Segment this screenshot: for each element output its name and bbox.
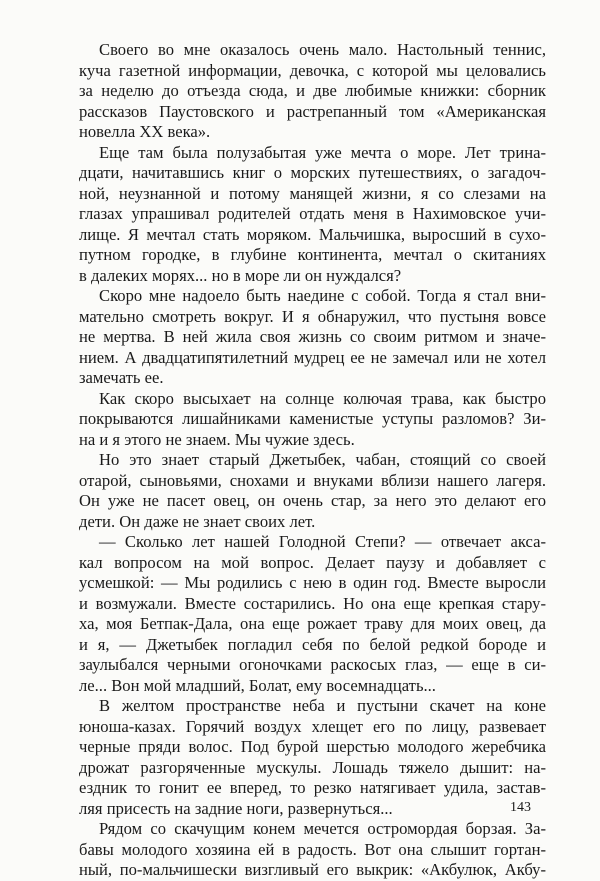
paragraph-8	[79, 819, 546, 881]
text-line: не мертва. В ней жила своя жизнь со своим ритмом и значе-	[79, 327, 546, 346]
text-line: ляя присесть на задние ноги, развернуться...	[79, 798, 393, 818]
text-line: Но это знает старый Джетыбек, чабан, стоящий со своей	[99, 450, 546, 469]
text-line: нием. А двадцатипятилетний мудрец ее не замечал или не хотел	[79, 347, 546, 367]
paragraph-1	[79, 40, 546, 143]
text-line: замечать ее.	[79, 368, 164, 387]
text-line: бавы молодого хозяина ей в радость. Вот она слышит гортан-	[79, 839, 546, 859]
text-line: ной, неузнанной и потому манящей жизни, я со слезами на	[79, 183, 546, 203]
paragraph-6	[79, 532, 546, 696]
paragraph-2	[79, 143, 546, 287]
text-line: на и я этого не знаем. Мы чужие здесь.	[79, 429, 355, 449]
text-line: ле... Вон мой младший, Болат, ему восемнадцать...	[79, 675, 436, 695]
text-line: глазах упрашивал родителей отдать меня в Нахимовское учи-	[79, 204, 546, 223]
paragraph-3	[79, 286, 546, 389]
text-line: куча газетной информации, девочка, с которой мы целовались	[79, 60, 546, 80]
text-line: кал вопросом на мой вопрос. Делает паузу и добавляет с	[79, 552, 546, 572]
text-line: дцати, начитавшись книг о морских путешествиях, о загадоч-	[79, 163, 546, 182]
text-line: юноша-казах. Горячий воздух хлещет его по лицу, развевает	[79, 716, 546, 736]
text-line: Он уже не пасет овец, он очень стар, за него это делают его	[79, 491, 546, 510]
paragraph-5	[79, 450, 546, 532]
text-line: новелла XX века».	[79, 122, 211, 141]
text-line: ездник то гонит ее вперед, то резко натягивает удила, застав-	[79, 778, 546, 797]
text-line: ный, по-мальчишески визгливый его выкрик: «Акбулюк, Акбу-	[79, 860, 546, 879]
text-line: Скоро мне надоело быть наедине с собой. Тогда я стал вни-	[99, 286, 546, 305]
text-line: и возмужали. Вместе состарились. Но она еще крепкая стару-	[79, 593, 546, 613]
text-line: — Сколько лет нашей Голодной Степи? — отвечает акса-	[99, 532, 546, 551]
text-line: за неделю до отъезда сюда, и две любимые книжки: сборник	[79, 81, 546, 100]
text-line: покрываются лишайниками каменистые уступы разломов? Зи-	[79, 409, 546, 428]
text-line: рассказов Паустовского и растрепанный том «Американская	[79, 101, 546, 121]
text-line: черные пряди волос. Под бурой шерстью молодого жеребчика	[79, 737, 546, 756]
text-line: в далеких морях... но в море ли он нуждался?	[79, 265, 402, 285]
text-line: усмешкой: — Мы родились с нею в один год. Вместе выросли	[79, 573, 546, 592]
text-line: и я, — Джетыбек погладил себя по белой редкой бороде и	[79, 634, 546, 654]
paragraph-4	[79, 389, 546, 451]
text-line: мательно смотреть вокруг. И я обнаружил, что пустыня вовсе	[79, 306, 546, 326]
text-line: Еще там была полузабытая уже мечта о море. Лет трина-	[99, 142, 546, 162]
page-number: 143	[510, 800, 531, 815]
text-line: Рядом со скачущим конем мечется остромордая борзая. За-	[99, 819, 546, 838]
page-text	[79, 40, 546, 881]
text-line: ха, моя Бетпак-Дала, она еще рожает траву для моих овец, да	[79, 614, 546, 633]
text-line: В желтом пространстве неба и пустыни скачет на коне	[99, 696, 546, 715]
text-line: Своего во мне оказалось очень мало. Настольный теннис,	[99, 40, 546, 59]
text-line: путном городке, в глубине континента, мечтал о скитаниях	[79, 245, 546, 264]
paragraph-7	[79, 696, 546, 819]
text-line: Как скоро высыхает на солнце колючая трава, как быстро	[99, 388, 546, 408]
text-line: лище. Я мечтал стать моряком. Мальчишка, выросший в сухо-	[79, 224, 546, 244]
text-line: отарой, сыновьями, снохами и внуками вблизи нашего лагеря.	[79, 470, 546, 490]
text-line: заулыбался черными огоночками раскосых глаз, — еще в си-	[79, 655, 546, 674]
text-line: дрожат разгоряченные мускулы. Лошадь тяжело дышит: на-	[79, 757, 546, 777]
text-line: дети. Он даже не знает своих лет.	[79, 511, 316, 531]
